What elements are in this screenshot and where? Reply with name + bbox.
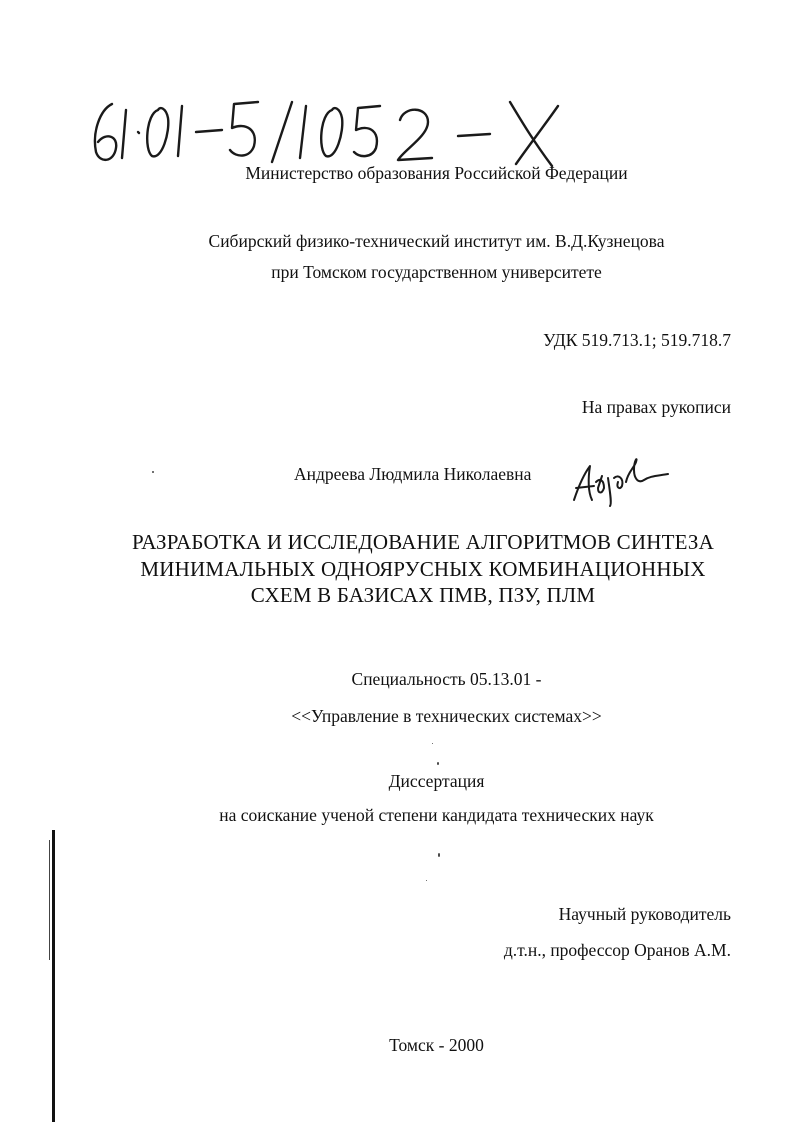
institute-line-1: Сибирский физико-технический институт им. В.Д.Кузнецова — [208, 231, 665, 251]
scan-speck — [432, 743, 433, 744]
work-type: Диссертация — [388, 771, 485, 791]
scan-speck — [437, 762, 439, 765]
manuscript-rights: На правах рукописи — [581, 397, 731, 417]
specialty-name: <<Управление в технических системах>> — [291, 706, 602, 726]
specialty-code: Специальность 05.13.01 - — [351, 669, 542, 689]
scan-speck — [426, 880, 427, 881]
city-year: Томск - 2000 — [389, 1035, 484, 1055]
scan-edge-line — [52, 830, 55, 1122]
advisor-label: Научный руководитель — [558, 904, 731, 924]
handwritten-archive-number — [82, 92, 602, 172]
title-line-2: МИНИМАЛЬНЫХ ОДНОЯРУСНЫХ КОМБИНАЦИОННЫХ — [140, 557, 706, 581]
author-signature — [566, 448, 676, 508]
ministry-name: Министерство образования Российской Федерации — [245, 163, 628, 183]
advisor-name: д.т.н., профессор Оранов А.М. — [503, 940, 731, 960]
author-name: Андреева Людмила Николаевна — [294, 464, 532, 484]
title-line-1: РАЗРАБОТКА И ИССЛЕДОВАНИЕ АЛГОРИТМОВ СИНТЕЗА — [132, 530, 714, 554]
institute-line-2: при Томском государственном университете — [271, 262, 602, 282]
scan-edge-line-thin — [49, 840, 50, 960]
scan-speck — [438, 853, 440, 857]
degree-purpose: на соискание ученой степени кандидата технических наук — [219, 805, 654, 825]
title-line-3: СХЕМ В БАЗИСАХ ПМВ, ПЗУ, ПЛМ — [250, 583, 596, 607]
udk-code: УДК 519.713.1; 519.718.7 — [543, 330, 731, 350]
scan-speck — [152, 471, 154, 473]
